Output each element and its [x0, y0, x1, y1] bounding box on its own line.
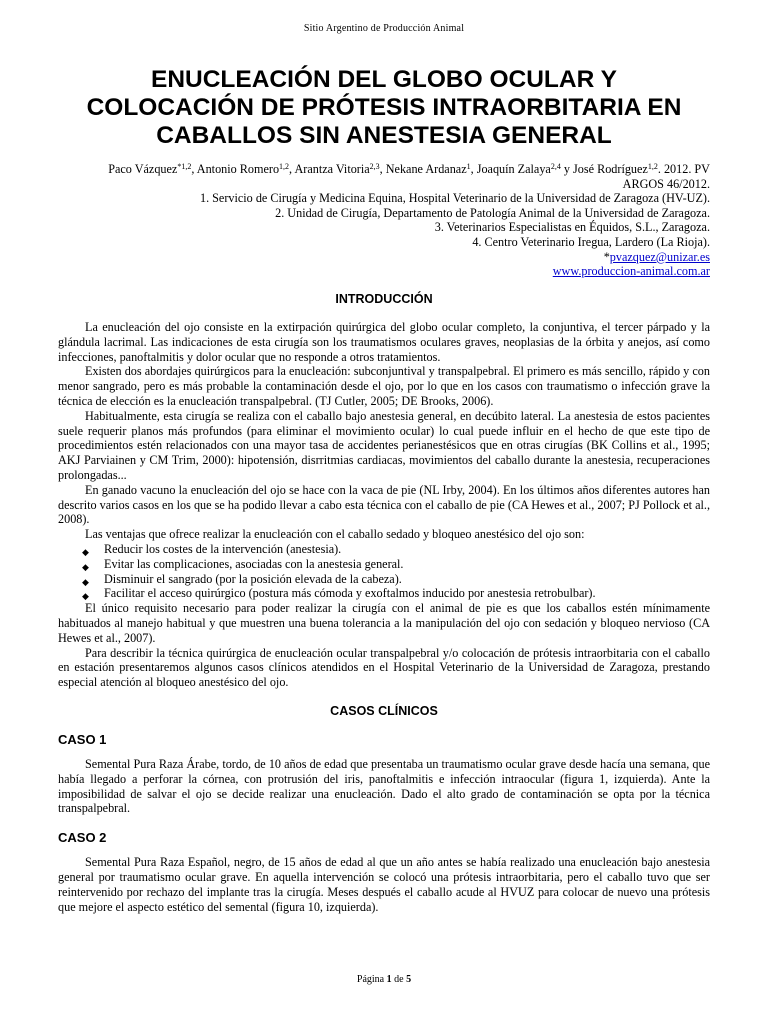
case-1-heading: CASO 1 [58, 731, 107, 747]
current-page-number: 1 [386, 974, 392, 985]
advantages-list [58, 542, 710, 601]
list-item-text: Evitar las complicaciones, asociadas con la anestesia general. [104, 556, 404, 571]
author-separator: y [560, 162, 574, 176]
footer-prefix: Página [356, 974, 387, 985]
website-line [58, 264, 710, 279]
diamond-bullet-icon: ◆ [82, 561, 89, 572]
paragraph: Para describir la técnica quirúrgica de enucleación ocular transpalpebral y/o colocación de prótesis intraorbitaria con el caballo en estación presentaremos algunos casos clínicos atendidos en el Hospital Veterinario de la Universidad de Zaragoza, prestando especial atención al bloqueo anestésico del ojo. [58, 645, 710, 690]
case-1-paragraph: Semental Pura Raza Árabe, tordo, de 10 años de edad que presentaba un traumatismo ocular grave desde hacía una semana, que había llegado a perforar la córnea, con protrusión del iris, panoftalmitis e infección intraocular (figura 1, izquierda). Ante la imposibilidad de salvar el ojo se decide realizar una enucleación. Dado el alto grado de contaminación se opta por la técnica transpalpebral. [58, 756, 710, 816]
footer-separator: de [391, 974, 407, 985]
email-link[interactable]: pvazquez@unizar.es [609, 249, 710, 264]
paragraph: El único requisito necesario para poder realizar la cirugía con el animal de pie es que los caballos estén mínimamente habituados al manejo habitual y que muestren una buena tolerancia a la manipulación del ojo con sedación y bloqueo nervioso (CA Hewes et al., 2007). [58, 601, 710, 645]
title-line: ENUCLEACIÓN DEL GLOBO OCULAR Y [151, 66, 617, 93]
spacer [58, 816, 710, 830]
paragraph: En ganado vacuno la enucleación del ojo se hace con la vaca de pie (NL Irby, 2004). En los últimos años diferentes autores han descrito varios casos en los que se ha podido llevar a cabo esta técnica con el caballo de pie (CA Hewes et al., 2007; PJ Pollock et al., 2008). [58, 482, 710, 527]
list-item [82, 542, 710, 557]
paragraph: La enucleación del ojo consiste en la extirpación quirúrgica del globo ocular completo, la conjuntiva, el tercer párpado y la glándula lacrimal. Las indicaciones de esta cirugía son los traumatismos oculares graves, neoplasias de la órbita y anejos, así como infecciones, panoftalmitis y dolor ocular que no responde a otros tratamientos. [58, 320, 710, 364]
author-name: Paco Vázquez [108, 162, 178, 176]
author-affiliation-marker: 2,3 [369, 162, 380, 171]
author-list [58, 162, 710, 177]
section-heading-introduccion: INTRODUCCIÓN [335, 292, 433, 306]
affiliation: 4. Centro Veterinario Iregua, Lardero (La Rioja). [472, 234, 710, 249]
title-line: COLOCACIÓN DE PRÓTESIS INTRAORBITARIA EN [86, 94, 682, 121]
list-item-text: Reducir los costes de la intervención (anestesia). [104, 541, 342, 556]
author-separator: , [379, 162, 386, 176]
list-item-text: Facilitar el acceso quirúrgico (postura más cómoda y exoftalmos inducido por anestesia retrobulbar). [104, 586, 596, 601]
paper-title [40, 66, 728, 150]
running-header: Sitio Argentino de Producción Animal [303, 23, 465, 34]
author-name: Arantza Vitoria [294, 162, 370, 176]
list-item-text: Disminuir el sangrado (por la posición elevada de la cabeza). [104, 571, 402, 586]
author-name: Nekane Ardanaz [385, 162, 467, 176]
body-text [58, 292, 710, 914]
author-affiliation-marker: 1,2 [647, 162, 658, 171]
author-separator: , [470, 162, 477, 176]
case-2-heading: CASO 2 [58, 830, 107, 846]
paragraph: Existen dos abordajes quirúrgicos para la enucleación: subconjuntival y transpalpebral. El primero es más sencillo, rápido y con menor sangrado, pero es más probable la contaminación desde el ojo, por lo que en los casos con traumatismo o infección grave la técnica de elección es la enucleación transpalpebral. (TJ Cutler, 2005; DE Brooks, 2006). [58, 364, 710, 408]
case-2-paragraph: Semental Pura Raza Español, negro, de 15 años de edad al que un año antes se había realizado una enucleación bajo anestesia general por traumatismo ocular grave. En aquella intervención se colocó una prótesis intraorbitaria, pero el caballo tuvo que ser reintervenido por rechazo del implante tras la cirugía. Meses después el caballo acude al HVUZ para colocar de nuevo una prótesis que mejore el aspecto estético del semental (figura 10, izquierda). [58, 855, 710, 914]
author-affiliation-marker: *1,2 [177, 162, 192, 171]
title-line: CABALLOS SIN ANESTESIA GENERAL [156, 122, 612, 149]
author-name: Antonio Romero [196, 162, 280, 176]
source-line: ARGOS 46/2012. [622, 176, 710, 191]
author-block [58, 162, 710, 279]
affiliation: 3. Veterinarios Especialistas en Équidos, S.L., Zaragoza. [434, 220, 710, 235]
author-separator: . 2012. PV [657, 162, 710, 176]
diamond-bullet-icon: ◆ [82, 576, 89, 587]
spacer [58, 690, 710, 704]
section-heading-casos-clinicos: CASOS CLÍNICOS [330, 703, 438, 718]
author-name: José Rodríguez [573, 162, 648, 176]
paragraph: Habitualmente, esta cirugía se realiza con el caballo bajo anestesia general, en decúbito lateral. La anestesia de estos pacientes suele requerir planos más profundos (para eliminar el movimiento ocular) lo cual puede influir en el hecho de que este tipo de procedimientos estén relacionados con una mayor tasa de accidentes perianestésicos que en otras cirugías (BK Collins et al., 1995; AKJ Parviainen y CM Trim, 2000): hipotensión, disrritmias cardiacas, movimientos del caballo durante la anestesia, recuperaciones prolongadas... [58, 408, 710, 482]
list-item [82, 572, 710, 587]
page-footer [0, 974, 768, 985]
author-separator: , [289, 162, 295, 176]
author-affiliation-marker: 1,2 [279, 162, 290, 171]
website-link[interactable]: www.produccion-animal.com.ar [552, 264, 710, 279]
affiliation: 2. Unidad de Cirugía, Departamento de Patología Animal de la Universidad de Zaragoza. [275, 205, 710, 220]
author-affiliation-marker: 1 [466, 162, 471, 171]
affiliation: 1. Servicio de Cirugía y Medicina Equina, Hospital Veterinario de la Universidad de Zaragoza (HV-UZ). [199, 191, 710, 206]
author-name: Joaquín Zalaya [476, 162, 551, 176]
author-affiliation-marker: 2,4 [550, 162, 561, 171]
total-pages: 5 [406, 974, 412, 985]
diamond-bullet-icon: ◆ [82, 591, 89, 602]
diamond-bullet-icon: ◆ [82, 546, 89, 557]
list-item [82, 557, 710, 572]
email-line [58, 250, 710, 265]
author-separator: , [191, 162, 197, 176]
email-prefix: * [603, 249, 610, 264]
paragraph: Las ventajas que ofrece realizar la enucleación con el caballo sedado y bloqueo anestésico del ojo son: [85, 527, 585, 542]
list-item [82, 586, 710, 601]
